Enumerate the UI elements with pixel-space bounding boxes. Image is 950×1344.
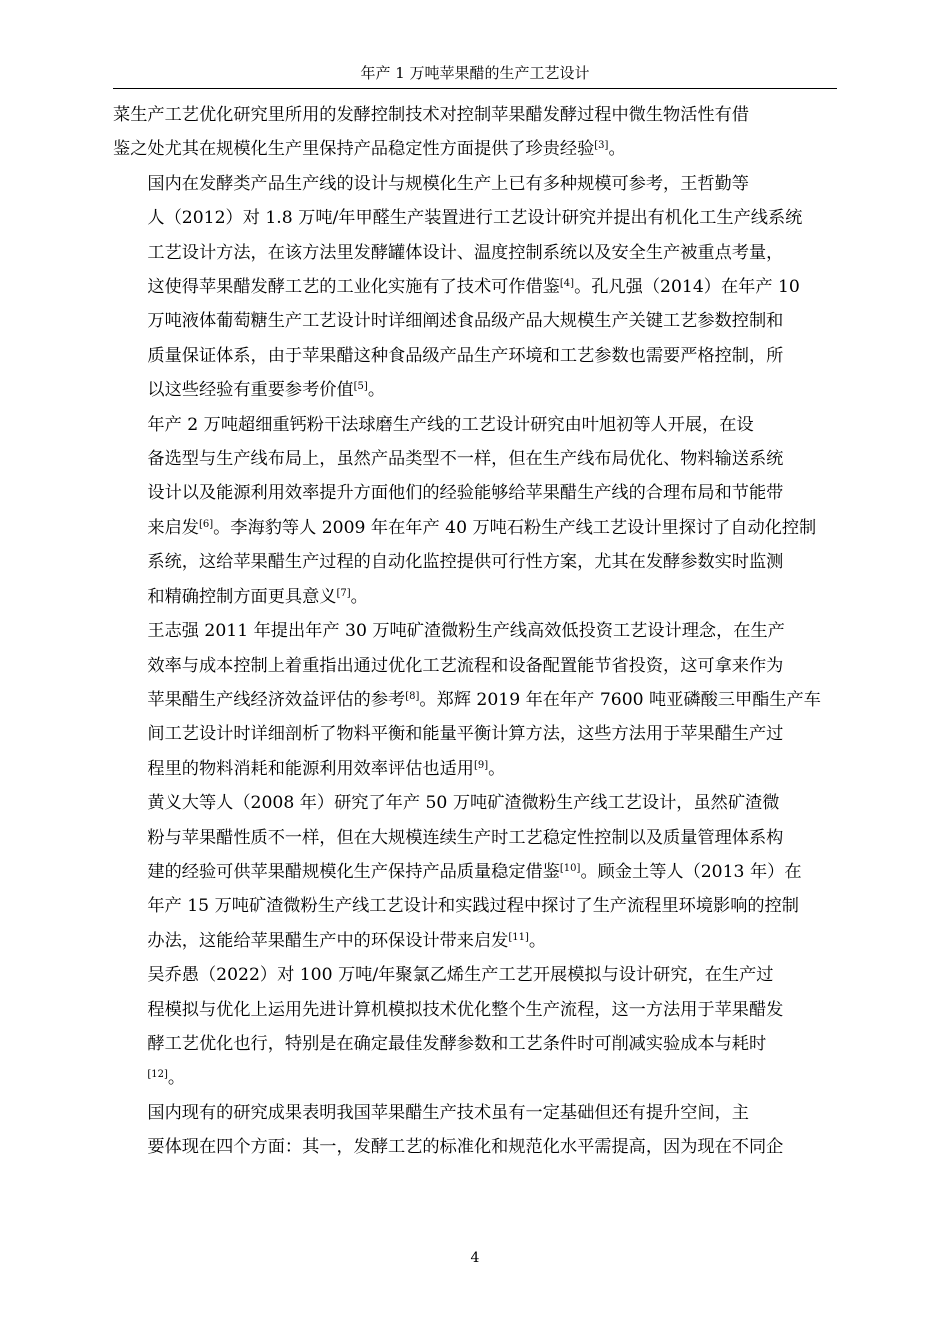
citation-marker: [8]: [405, 690, 420, 702]
text-line: 黄义大等人（2008 年）研究了年产 50 万吨矿渣微粉生产线工艺设计，虽然矿渣微: [147, 793, 780, 814]
paragraph: [113, 167, 837, 408]
citation-marker: [12]: [147, 1069, 168, 1081]
text-line: 程里的物料消耗和能源利用效率评估也适用[9]。: [147, 758, 506, 779]
text-line: 菜生产工艺优化研究里所用的发酵控制技术对控制苹果醋发酵过程中微生物活性有借: [113, 105, 749, 125]
text-line: 鉴之处尤其在规模化生产里保持产品稳定性方面提供了珍贵经验[3]。: [113, 139, 626, 160]
text-line: 王志强 2011 年提出年产 30 万吨矿渣微粉生产线高效低投资工艺设计理念，在生产: [147, 621, 785, 642]
citation-marker: [3]: [594, 140, 609, 152]
text-line: 工艺设计方法，在该方法里发酵罐体设计、温度控制系统以及安全生产被重点考量，: [147, 242, 784, 263]
paragraph: [113, 1096, 837, 1165]
citation-marker: [5]: [353, 381, 368, 393]
paragraph: [113, 614, 837, 786]
citation-marker: [9]: [473, 759, 489, 771]
text-line: 吴乔愚（2022）对 100 万吨/年聚氯乙烯生产工艺开展模拟与设计研究，在生产过: [147, 965, 774, 986]
body-text: [113, 98, 837, 1165]
text-line: 办法，这能给苹果醋生产中的环保设计带来启发[11]。: [147, 930, 547, 951]
text-line: 国内在发酵类产品生产线的设计与规模化生产上已有多种规模可参考，王哲勤等: [147, 173, 749, 194]
text-line: [12]。: [147, 1068, 186, 1089]
text-line: 间工艺设计时详细剖析了物料平衡和能量平衡计算方法，这些方法用于苹果醋生产过: [147, 724, 784, 745]
text-line: 以这些经验有重要参考价值[5]。: [147, 380, 386, 401]
text-line: 效率与成本控制上着重指出通过优化工艺流程和设备配置能节省投资，这可拿来作为: [147, 655, 784, 676]
citation-marker: [6]: [198, 518, 214, 530]
citation-marker: [10]: [559, 862, 581, 874]
text-line: 要体现在四个方面：其一，发酵工艺的标准化和规范化水平需提高，因为现在不同企: [147, 1137, 784, 1158]
text-line: 酵工艺优化也行，特别是在确定最佳发酵参数和工艺条件时可削减实验成本与耗时: [147, 1033, 767, 1054]
text-line: 国内现有的研究成果表明我国苹果醋生产技术虽有一定基础但还有提升空间，主: [147, 1102, 749, 1123]
paragraph: [113, 98, 837, 167]
page-number: 4: [470, 1250, 480, 1266]
citation-marker: [4]: [559, 278, 575, 290]
running-header: 年产 1 万吨苹果醋的生产工艺设计: [360, 64, 590, 82]
text-line: 人（2012）对 1.8 万吨/年甲醛生产装置进行工艺设计研究并提出有机化工生产线系统: [147, 208, 803, 229]
text-line: 备选型与生产线布局上，虽然产品类型不一样，但在生产线布局优化、物料输送系统: [147, 449, 784, 470]
text-line: 粉与苹果醋性质不一样，但在大规模连续生产时工艺稳定性控制以及质量管理体系构: [147, 827, 784, 848]
text-line: 年产 15 万吨矿渣微粉生产线工艺设计和实践过程中探讨了生产流程里环境影响的控制: [147, 896, 799, 917]
text-line: 建的经验可供苹果醋规模化生产保持产品质量稳定借鉴[10]。顾金土等人（2013 年）在: [147, 861, 802, 882]
text-line: 程模拟与优化上运用先进计算机模拟技术优化整个生产流程，这一方法用于苹果醋发: [147, 999, 784, 1020]
citation-marker: [11]: [508, 931, 529, 943]
text-line: 年产 2 万吨超细重钙粉干法球磨生产线的工艺设计研究由叶旭初等人开展，在设: [147, 414, 754, 435]
text-line: 苹果醋生产线经济效益评估的参考[8]。郑辉 2019 年在年产 7600 吨亚磷酸三甲酯生产车: [147, 689, 821, 710]
text-line: 万吨液体葡萄糖生产工艺设计时详细阐述食品级产品大规模生产关键工艺参数控制和: [147, 311, 784, 332]
text-line: 这使得苹果醋发酵工艺的工业化实施有了技术可作借鉴[4]。孔凡强（2014）在年产 10: [147, 277, 800, 298]
header-rule: [113, 88, 837, 89]
text-line: 设计以及能源利用效率提升方面他们的经验能够给苹果醋生产线的合理布局和节能带: [147, 483, 784, 504]
paragraph: [113, 786, 837, 958]
text-line: 质量保证体系，由于苹果醋这种食品级产品生产环境和工艺参数也需要严格控制，所: [147, 345, 784, 366]
text-line: 和精确控制方面更具意义[7]。: [147, 586, 368, 607]
text-line: 系统，这给苹果醋生产过程的自动化监控提供可行性方案，尤其在发酵参数实时监测: [147, 552, 784, 573]
text-line: 来启发[6]。李海豹等人 2009 年在年产 40 万吨石粉生产线工艺设计里探讨了自动化控制: [147, 517, 817, 538]
paragraph: [113, 408, 837, 614]
citation-marker: [7]: [336, 587, 351, 599]
paragraph: [113, 958, 837, 1096]
